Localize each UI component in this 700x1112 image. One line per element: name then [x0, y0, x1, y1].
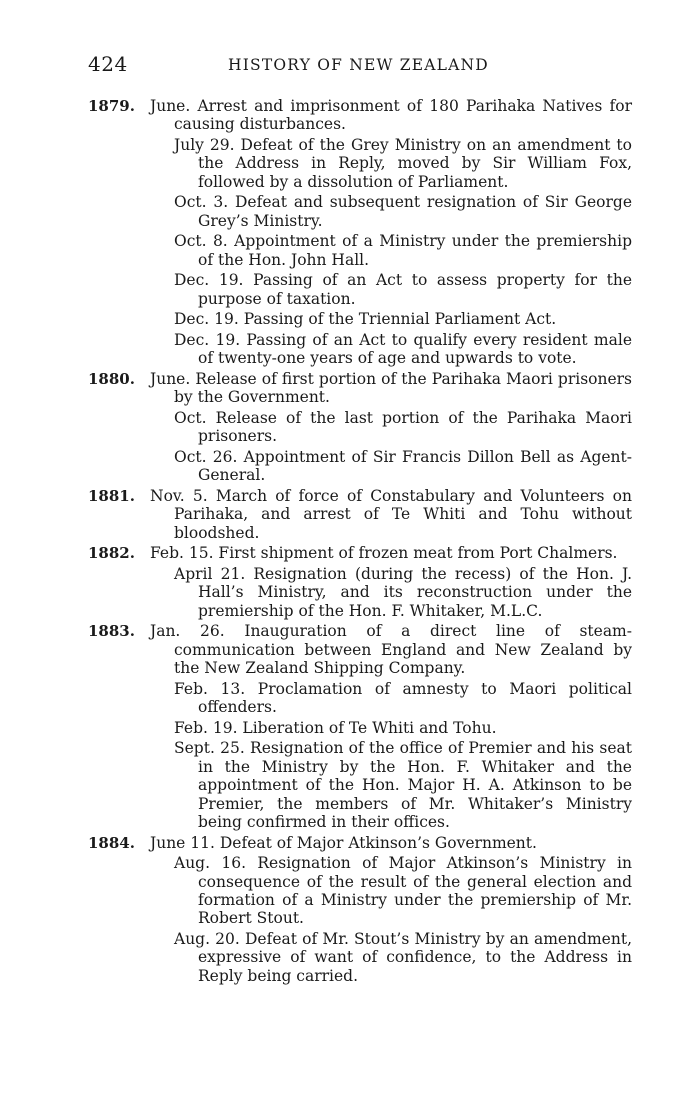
chronology-entry: Dec. 19. Passing of an Act to assess property for the purpose of taxation.	[174, 271, 632, 308]
chronology-entry: June. Arrest and imprisonment of 180 Parihaka Natives for causing disturbances.	[150, 97, 632, 134]
year-block	[88, 834, 632, 986]
chronology-entry: Feb. 13. Proclamation of amnesty to Maori political offenders.	[174, 679, 632, 717]
page-header	[88, 52, 648, 76]
running-title: HISTORY OF NEW ZEALAND	[228, 56, 489, 74]
year-block	[88, 622, 632, 831]
chronology-list	[88, 97, 632, 987]
chronology-entry: Sept. 25. Resignation of the office of Premier and his seat in the Ministry by the Hon. F. Whitaker and the appointment of the Hon. Major H. A. Atkinson to be Premier, the members of Mr. Whitaker’s Ministry being confirmed in their offices.	[174, 739, 632, 832]
year-label: 1880.	[88, 370, 135, 388]
chronology-entry: Oct. 3. Defeat and subsequent resignation of Sir George Grey’s Ministry.	[174, 193, 632, 230]
chronology-entry: Nov. 5. March of force of Constabulary and Volunteers on Parihaka, and arrest of Te Whiti and Tohu without bloodshed.	[150, 487, 632, 542]
chronology-entry: Oct. Release of the last portion of the Parihaka Maori prisoners.	[174, 409, 632, 446]
year-block	[88, 544, 632, 620]
chronology-entry: Dec. 19. Passing of the Triennial Parliament Act.	[174, 310, 557, 329]
year-block	[88, 97, 632, 368]
year-label: 1882.	[88, 544, 135, 563]
chronology-entry: Aug. 16. Resignation of Major Atkinson’s Ministry in consequence of the result of the general election and formation of a Ministry under the premiership of Mr. Robert Stout.	[174, 854, 632, 928]
chronology-entry: Feb. 19. Liberation of Te Whiti and Tohu.	[174, 718, 497, 737]
chronology-entry: Oct. 26. Appointment of Sir Francis Dillon Bell as Agent-General.	[174, 448, 632, 485]
chronology-entry: Feb. 15. First shipment of frozen meat from Port Chalmers.	[150, 544, 618, 563]
chronology-entry: July 29. Defeat of the Grey Ministry on an amendment to the Address in Reply, moved by Sir William Fox, followed by a dissolution of Parliament.	[174, 136, 632, 191]
chronology-entry: Aug. 20. Defeat of Mr. Stout’s Ministry by an amendment, expressive of want of confidence, to the Address in Reply being carried.	[174, 930, 632, 985]
chronology-entry: Jan. 26. Inauguration of a direct line of steam-communication between England and New Zealand by the New Zealand Shipping Company.	[150, 622, 632, 678]
chronology-entry: June 11. Defeat of Major Atkinson’s Government.	[150, 833, 537, 852]
chronology-entry: Dec. 19. Passing of an Act to qualify every resident male of twenty-one years of age and upwards to vote.	[174, 331, 632, 368]
year-label: 1884.	[88, 833, 135, 852]
year-block	[88, 487, 632, 542]
chronology-entry: April 21. Resignation (during the recess) of the Hon. J. Hall’s Ministry, and its reconstruction under the premiership of the Hon. F. Whitaker, M.L.C.	[174, 565, 632, 620]
page-number: 424	[88, 52, 128, 76]
year-block	[88, 370, 632, 485]
year-label: 1879.	[88, 97, 135, 115]
year-label: 1883.	[88, 622, 135, 641]
year-label: 1881.	[88, 487, 135, 505]
chronology-entry: Oct. 8. Appointment of a Ministry under the premiership of the Hon. John Hall.	[174, 232, 632, 269]
chronology-entry: June. Release of first portion of the Parihaka Maori prisoners by the Government.	[150, 370, 632, 407]
